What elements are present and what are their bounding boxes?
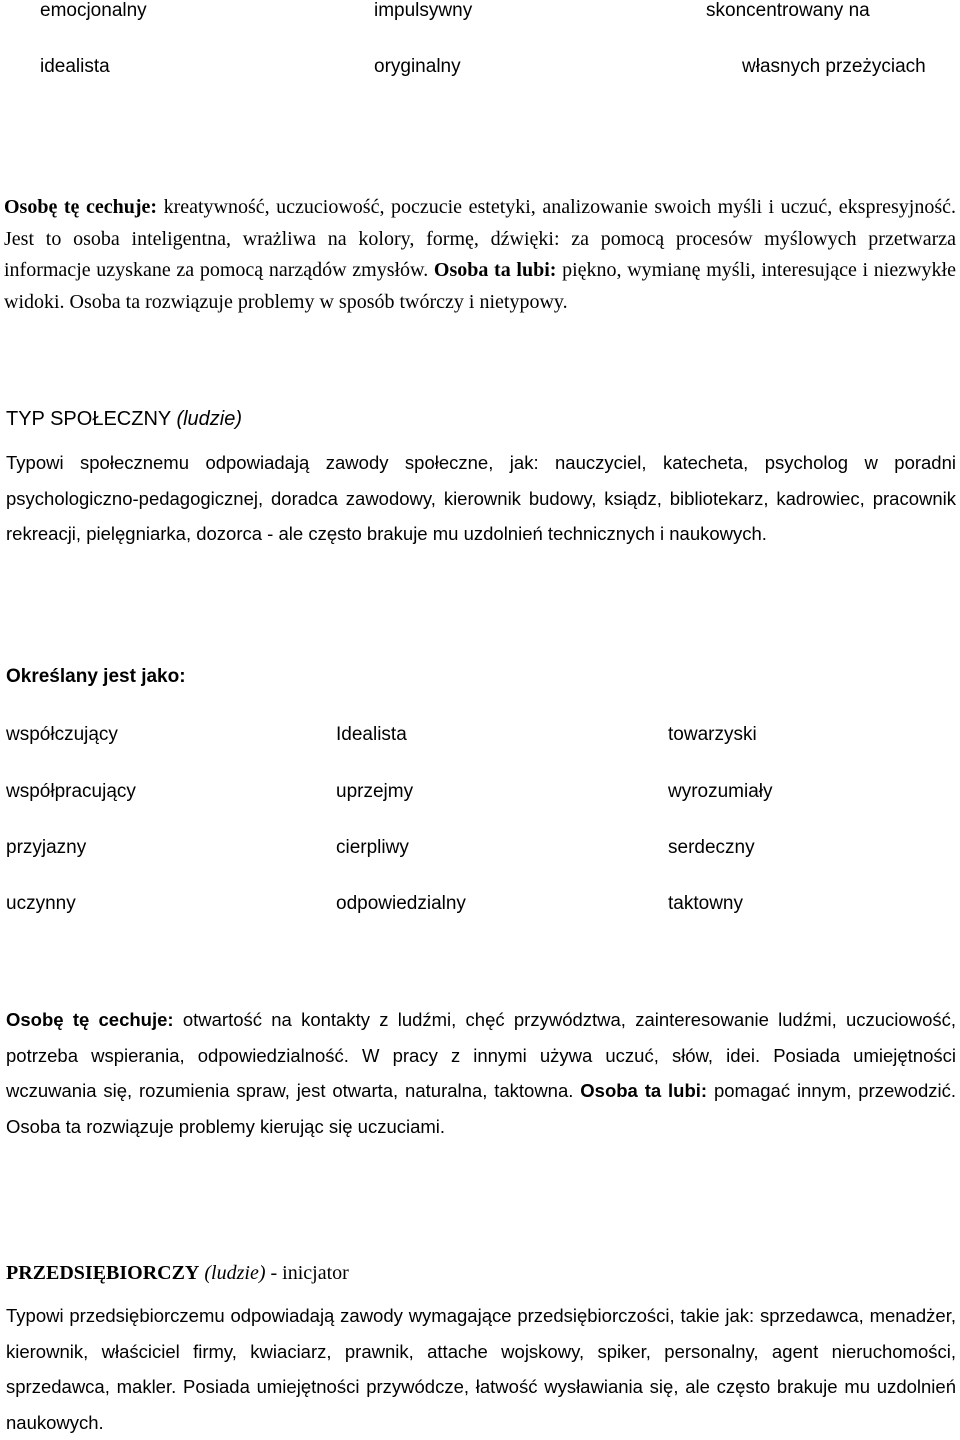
trait-serdeczny: serdeczny [668,837,755,858]
trait-cierpliwy: cierpliwy [336,837,409,858]
described-as-heading: Określany jest jako: [6,666,186,687]
trait-wspolczujacy: współczujący [6,724,118,745]
social-heading-sub: (ludzie) [176,408,243,430]
enterprising-type-paragraph: Typowi przedsiębiorczemu odpowiadają zawody wymagające przedsiębiorczości, takie jak: sprzedawca, menadżer, kierownik, właściciel firmy, kwiaciarz, prawnik, attache wojskowy, spiker, personalny, agent nieruchomości, sprzedawca, makler. Posiada umiejętności przywódcze, łatwość wysławiania się, ale często brakuje mu uzdolnień naukowych. [6,1305,956,1433]
likes-bold: Osoba ta lubi: [433,259,557,281]
social-traits-paragraph [6,1002,956,1144]
trait-lead-bold: Osobę tę cechuje: [4,196,158,218]
word-wlasnych-przezyciach: własnych przeżyciach [742,56,926,77]
enterprising-type-heading [6,1262,349,1285]
artistic-description-paragraph [4,192,956,318]
word-impulsywny: impulsywny [374,0,473,21]
trait-text: kreatywność, uczuciowość, poczucie estetyki, analizowanie swoich myśli i uczuć, ekspresyjność. Jest to osoba inteligentna, wrażliwa na kolory, formę, dźwięki: za pomocą procesów myślowych przetwarza informacje uzyskane za pomocą narządów zmysłów. [4,196,957,281]
trait-uprzejmy: uprzejmy [336,781,414,802]
social-trait-text: otwartość na kontakty z ludźmi, chęć przywództwa, zainteresowanie ludźmi, uczuciowość, potrzeba wspierania, odpowiedzialność. W pracy z innymi używa uczuć, słów, idei. Posiada umiejętności wczuwania się, rozumienia spraw, jest otwarta, naturalna, taktowna. [6,1009,956,1101]
social-trait-lead-bold: Osobę tę cechuje: [6,1009,174,1030]
trait-wspolpracujacy: współpracujący [6,781,136,802]
trait-uczynny: uczynny [6,893,76,914]
trait-taktowny: taktowny [668,893,743,914]
social-likes-bold: Osoba ta lubi: [580,1080,708,1101]
trait-towarzyski: towarzyski [668,724,757,745]
social-likes-text: pomagać innym, przewodzić. Osoba ta rozwiązuje problemy kierując się uczuciami. [6,1080,956,1137]
enterprising-heading-tail: - inicjator [265,1262,349,1284]
enterprising-heading-title: PRZEDSIĘBIORCZY [6,1262,200,1284]
trait-idealista: Idealista [336,724,407,745]
trait-wyrozumialy: wyrozumiały [668,781,773,802]
likes-text: piękno, wymianę myśli, interesujące i niezwykłe widoki. Osoba ta rozwiązuje problemy w sposób twórczy i nietypowy. [4,259,956,313]
social-heading-title: TYP SPOŁECZNY [6,408,171,430]
word-emocjonalny: emocjonalny [40,0,147,21]
trait-odpowiedzialny: odpowiedzialny [336,893,466,914]
word-skoncentrowany: skoncentrowany na [706,0,870,21]
word-oryginalny: oryginalny [374,56,461,77]
enterprising-heading-sub: (ludzie) [204,1262,266,1284]
trait-przyjazny: przyjazny [6,837,87,858]
social-type-heading [6,408,242,431]
social-type-paragraph: Typowi społecznemu odpowiadają zawody społeczne, jak: nauczyciel, katecheta, psycholog w poradni psychologiczno-pedagogicznej, doradca zawodowy, kierownik budowy, ksiądz, bibliotekarz, kadrowiec, pracownik rekreacji, pielęgniarka, dozorca - ale często brakuje mu uzdolnień technicznych i naukowych. [6,452,956,544]
word-idealista: idealista [40,56,110,77]
